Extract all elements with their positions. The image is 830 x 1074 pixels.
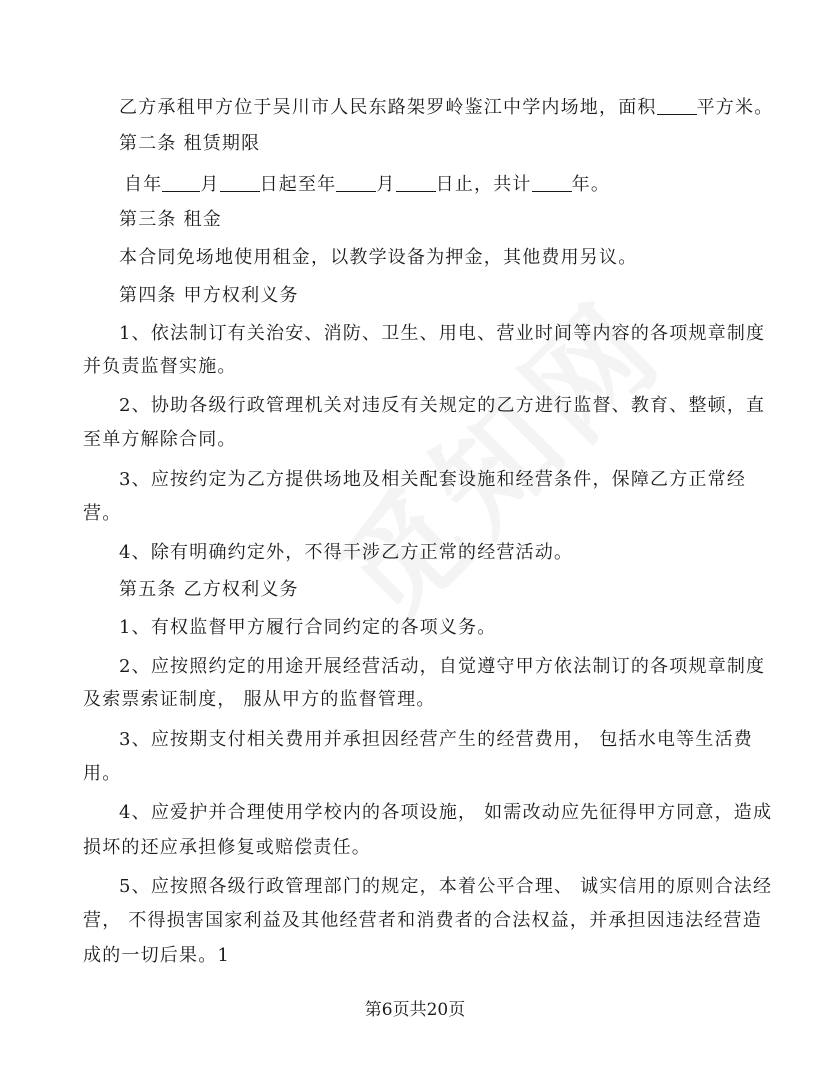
article-3-heading: 第三条 租金 xyxy=(119,209,222,230)
text-line-1 xyxy=(119,96,773,118)
text-line-9: 2、协助各级行政管理机关对违反有关规定的乙方进行监督、教育、整顿，直 xyxy=(119,395,766,416)
text-segment: 自年 xyxy=(124,174,163,195)
text-line-16: 2、应按照约定的用途开展经营活动，自觉遵守甲方依法制订的各项规章制度 xyxy=(119,656,766,677)
blank-start-month xyxy=(220,173,260,192)
text-line-22: 5、应按照各级行政管理部门的规定，本着公平合理、 诚实信用的原则合法经 xyxy=(119,876,773,897)
article-4-heading: 第四条 甲方权利义务 xyxy=(119,285,299,306)
blank-total-years xyxy=(532,173,572,192)
text-line-term xyxy=(124,173,610,195)
text-line-7: 1、依法制订有关治安、消防、卫生、用电、营业时间等内容的各项规章制度 xyxy=(119,323,766,344)
blank-area-field xyxy=(657,96,697,115)
text-line-17: 及索票索证制度， 服从甲方的监督管理。 xyxy=(83,689,436,710)
article-5-heading: 第五条 乙方权利义务 xyxy=(119,579,299,600)
watermark-text xyxy=(296,257,693,654)
blank-end-year xyxy=(336,173,376,192)
article-2-heading: 第二条 租赁期限 xyxy=(119,133,261,154)
text-segment: 日止，共计 xyxy=(435,174,532,195)
text-line-8: 并负责监督实施。 xyxy=(83,356,237,377)
blank-end-month xyxy=(396,173,436,192)
text-line-24: 成的一切后果。1 xyxy=(83,945,231,966)
page-number-footer: 第6页共20页 xyxy=(364,1000,466,1020)
text-line-10: 至单方解除合同。 xyxy=(83,429,237,450)
text-segment: 月 xyxy=(376,174,396,195)
text-line-12: 营。 xyxy=(83,503,122,524)
text-segment: 乙方承租甲方位于吴川市人民东路架罗岭鉴江中学内场地，面积 xyxy=(119,97,657,118)
text-line-5: 本合同免场地使用租金，以教学设备为押金，其他费用另议。 xyxy=(119,247,638,268)
text-line-18: 3、应按期支付相关费用并承担因经营产生的经营费用， 包括水电等生活费 xyxy=(119,729,753,750)
text-line-21: 损坏的还应承担修复或赔偿责任。 xyxy=(83,837,371,858)
text-segment: 日起至年 xyxy=(259,174,337,195)
text-segment: 年。 xyxy=(571,174,611,195)
text-line-19: 用。 xyxy=(83,763,122,784)
text-segment: 月 xyxy=(200,174,220,195)
text-line-20: 4、应爱护并合理使用学校内的各项设施， 如需改动应先征得甲方同意，造成 xyxy=(119,802,773,823)
blank-start-year xyxy=(162,173,200,192)
text-line-15: 1、有权监督甲方履行合同约定的各项义务。 xyxy=(119,617,497,638)
text-line-13: 4、除有明确约定外，不得干涉乙方正常的经营活动。 xyxy=(119,542,574,563)
text-segment: 平方米。 xyxy=(696,97,774,118)
text-line-23: 营， 不得损害国家利益及其他经营者和消费者的合法权益，并承担因违法经营造 xyxy=(83,910,762,931)
text-line-11: 3、应按约定为乙方提供场地及相关配套设施和经营条件，保障乙方正常经 xyxy=(119,469,747,490)
